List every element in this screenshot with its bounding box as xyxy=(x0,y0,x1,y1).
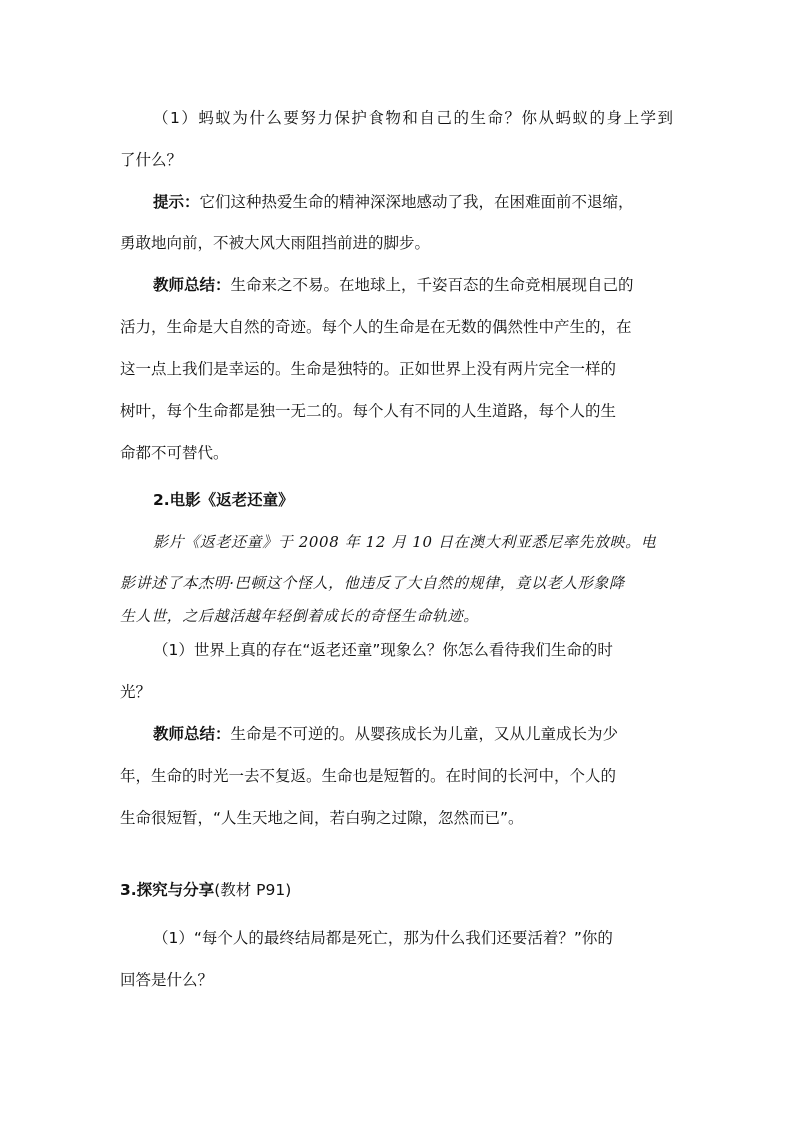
section2-intro-1: 影片《返老还童》于 2008 年 12 月 10 日在澳大利亚悉尼率先放映。电 xyxy=(153,533,657,551)
summary1-line-3: 这一点上我们是幸运的。生命是独特的。正如世界上没有两片完全一样的 xyxy=(120,360,617,378)
section2-intro-3: 生人世，之后越活越年轻倒着成长的奇怪生命轨迹。 xyxy=(120,607,479,625)
section3-q1-line-1: （1）“每个人的最终结局都是死亡，那为什么我们还要活着？”你的 xyxy=(153,929,613,947)
summary2-line-1 xyxy=(153,724,618,744)
section2-intro-2: 影讲述了本杰明·巴顿这个怪人，他违反了大自然的规律，竟以老人形象降 xyxy=(120,574,625,592)
q1-line-2: 了什么？ xyxy=(120,151,183,169)
summary2-line-2: 年，生命的时光一去不复返。生命也是短暂的。在时间的长河中，个人的 xyxy=(120,767,617,785)
summary1-line-4: 树叶，每个生命都是独一无二的。每个人有不同的人生道路，每个人的生 xyxy=(120,402,617,420)
hint-text-1: 它们这种热爱生命的精神深深地感动了我，在困难面前不退缩， xyxy=(199,193,634,211)
section2-q1-line-2: 光？ xyxy=(120,683,152,701)
hint-paragraph-line-1 xyxy=(153,192,634,212)
summary1-line-5: 命都不可替代。 xyxy=(120,444,229,462)
section3-heading-bold: 3.探究与分享 xyxy=(120,881,215,899)
summary2-text-1: 生命是不可逆的。从婴孩成长为儿童，又从儿童成长为少 xyxy=(230,725,619,743)
summary1-line-1 xyxy=(153,275,634,295)
hint-line-2: 勇敢地向前，不被大风大雨阻挡前进的脚步。 xyxy=(120,234,431,252)
summary1-text-1: 生命来之不易。在地球上，千姿百态的生命竞相展现自己的 xyxy=(230,276,634,294)
hint-label: 提示： xyxy=(153,193,200,211)
section2-heading: 2.电影《返老还童》 xyxy=(153,491,294,509)
summary2-label: 教师总结： xyxy=(153,725,231,743)
summary2-line-3: 生命很短暂，“人生天地之间，若白驹之过隙，忽然而已”。 xyxy=(120,809,524,827)
summary1-line-2: 活力，生命是大自然的奇迹。每个人的生命是在无数的偶然性中产生的，在 xyxy=(120,318,632,336)
section3-q1-line-2: 回答是什么？ xyxy=(120,971,214,989)
q1-line-1: （1）蚂蚁为什么要努力保护食物和自己的生命？你从蚂蚁的身上学到 xyxy=(153,109,673,127)
section3-heading xyxy=(120,880,291,900)
summary1-label: 教师总结： xyxy=(153,276,231,294)
section2-q1-line-1: （1）世界上真的存在“返老还童”现象么？你怎么看待我们生命的时 xyxy=(153,641,613,659)
section3-heading-rest: (教材 P91) xyxy=(214,881,292,899)
